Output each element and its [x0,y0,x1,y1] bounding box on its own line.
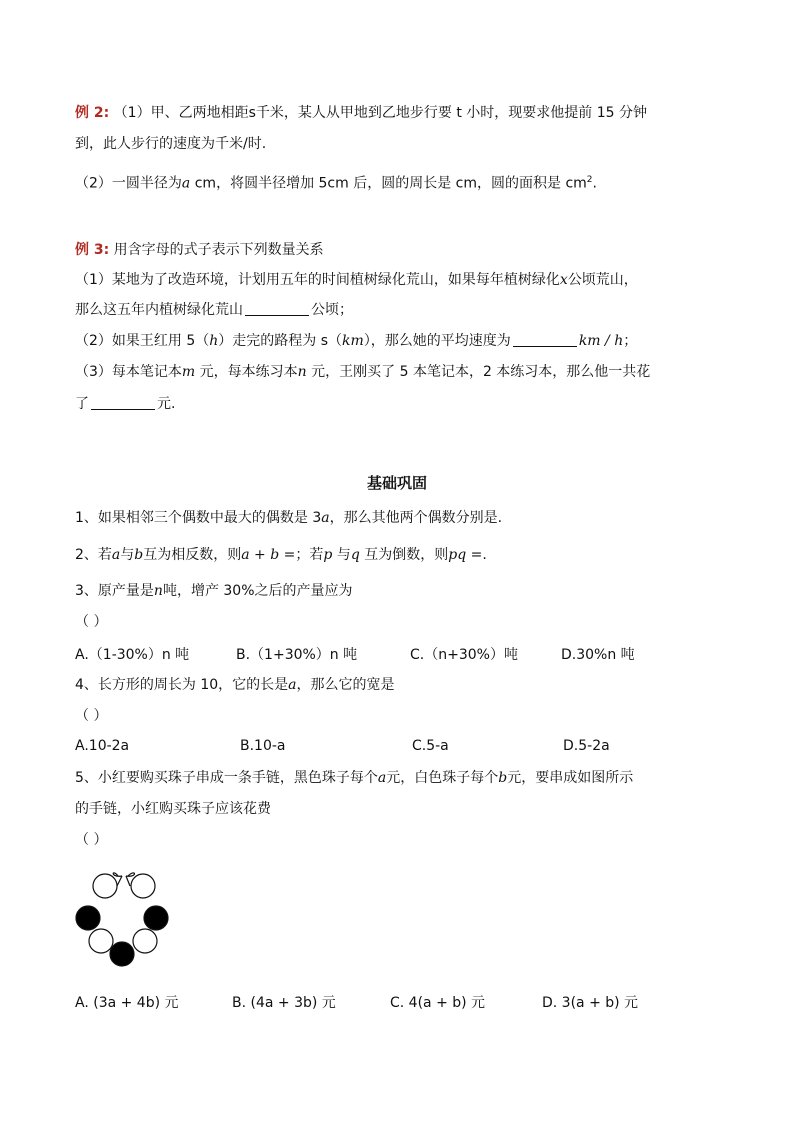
example-2-part-2: （2）一圆半径为a cm，将圆半径增加 5cm 后，圆的周长是 cm，圆的面积是 $cm^2$. [75,175,597,192]
problem-3-option-b[interactable]: B.（1+30%）n 吨 [236,647,358,663]
answer-blank[interactable] [91,395,155,410]
white-bead [131,874,155,898]
problem-3-answer-paren: （ ） [75,614,108,630]
problem-5-line-1: 5、小红要购买珠子串成一条手链，黑色珠子每个a元，白色珠子每个b元，要串成如图所示 [75,770,634,786]
problem-5-option-b[interactable]: B. (4a + 3b) 元 [232,995,336,1011]
example-3-q1-line-2: 那么这五年内植树绿化荒山 公顷； [75,302,353,318]
problem-5-option-a[interactable]: A. (3a + 4b) 元 [75,995,179,1011]
problem-4-option-b[interactable]: B.10-a [240,738,286,754]
problem-4-answer-paren: （ ） [75,708,108,724]
problem-1: 1、如果相邻三个偶数中最大的偶数是 3a，那么其他两个偶数分别是. [75,510,503,526]
problem-3-option-a[interactable]: A.（1-30%）n 吨 [75,647,190,663]
example-3-q3-line-1: （3）每本笔记本m 元，每本练习本n 元，王刚买了 5 本笔记本，2 本练习本，那么他一共花 [75,364,651,380]
problem-4-option-d[interactable]: D.5-2a [563,738,610,754]
black-bead [144,906,168,930]
white-bead [93,874,117,898]
example-2-line-1: 例 2: （1）甲、乙两地相距s千米，某人从甲地到乙地步行要 t 小时，现要求他提前 15 分钟 [75,105,647,121]
problem-3-option-d[interactable]: D.30%n 吨 [561,647,635,663]
example-3-q3-line-2: 了 元. [75,396,176,412]
problem-3: 3、原产量是n吨，增产 30%之后的产量应为 [75,583,353,599]
example-2-label: 例 2: [75,105,110,121]
problem-4: 4、长方形的周长为 10，它的长是a，那么它的宽是 [75,677,395,693]
problem-4-option-a[interactable]: A.10-2a [75,738,130,754]
white-bead [133,929,157,953]
example-3-intro: 例 3: 用含字母的式子表示下列数量关系 [75,242,324,258]
black-bead [76,906,100,930]
example-3-label: 例 3: [75,242,110,258]
problem-2: 2、若a与b互为相反数，则a + b =；若p 与q 互为倒数，则pq =. [75,547,487,563]
problem-5-option-d[interactable]: D. 3(a + b) 元 [542,995,639,1011]
answer-blank[interactable] [245,301,309,316]
black-bead [110,942,134,966]
white-bead [89,929,113,953]
bow-icon [113,873,134,876]
section-title: 基础巩固 [366,474,427,492]
example-2-line-2: 到，此人步行的速度为千米/时. [75,136,267,152]
bracelet-figure [70,862,180,972]
problem-5-line-2: 的手链，小红购买珠子应该花费 [75,801,271,817]
problem-3-option-c[interactable]: C.（n+30%）吨 [410,647,518,663]
answer-blank[interactable] [513,332,577,347]
example-3-q1-line-1: （1）某地为了改造环境，计划用五年的时间植树绿化荒山，如果每年植树绿化x公顷荒山， [75,272,638,288]
example-3-q2: （2）如果王红用 5（h）走完的路程为 s（km），那么她的平均速度为 km / h； [75,333,638,349]
problem-4-option-c[interactable]: C.5-a [412,738,449,754]
problem-5-answer-paren: （ ） [75,832,108,848]
ribbon-icon [117,876,130,886]
problem-5-option-c[interactable]: C. 4(a + b) 元 [390,995,486,1011]
